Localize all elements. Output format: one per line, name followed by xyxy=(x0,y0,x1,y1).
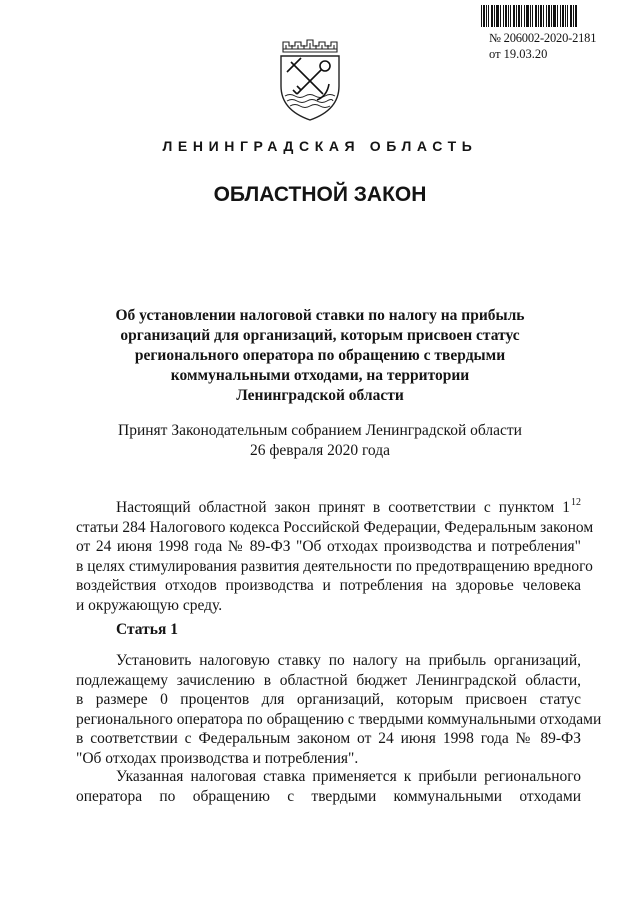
adoption-date: 26 февраля 2020 года xyxy=(249,442,391,459)
adoption-statement xyxy=(60,421,580,461)
article-paragraph xyxy=(76,651,602,769)
article-line: подлежащему зачислению в областной бюджет Ленинградской области, xyxy=(76,671,581,689)
article-line: Указанная налоговая ставка применяется к прибыли регионального xyxy=(116,768,581,785)
barcode xyxy=(480,5,578,27)
region-name: ЛЕНИНГРАДСКАЯ ОБЛАСТЬ xyxy=(162,138,478,154)
registration-date: от 19.03.20 xyxy=(489,47,548,61)
law-title-line: Ленинградской области xyxy=(236,387,404,404)
article-line: в размере 0 процентов для организаций, которым присвоен статус xyxy=(76,691,581,709)
article-line: оператора по обращению с твердыми коммунальными отходами xyxy=(76,787,581,805)
coat-of-arms-emblem xyxy=(277,38,343,122)
article-line: регионального оператора по обращению с твердыми коммунальными отходами xyxy=(76,710,602,728)
article-line: в соответствии с Федеральным законом от 24 июня 1998 года № 89-ФЗ xyxy=(76,730,581,748)
article-heading: Статья 1 xyxy=(116,621,178,638)
article-paragraph xyxy=(76,767,581,806)
footnote-superscript: 12 xyxy=(571,497,581,508)
registration-number: № 206002-2020-2181 xyxy=(489,31,597,45)
article-line: "Об отходах производства и потребления". xyxy=(76,749,359,767)
law-title xyxy=(60,306,580,406)
preamble-line: от 24 июня 1998 года № 89-ФЗ "Об отходах производства и потребления" xyxy=(76,538,581,556)
preamble-paragraph xyxy=(76,493,594,616)
article-line: Установить налоговую ставку по налогу на прибыль организаций, xyxy=(116,652,581,669)
preamble-line: воздействия отходов производства и потребления на здоровье человека xyxy=(76,577,581,595)
preamble-line: статьи 284 Налогового кодекса Российской Федерации, Федеральным законом xyxy=(76,518,594,536)
law-title-line: Об установлении налоговой ставки по налогу на прибыль xyxy=(115,307,525,324)
law-title-line: организаций для организаций, которым присвоен статус xyxy=(120,327,520,344)
preamble-line: в целях стимулирования развития деятельности по предотвращению вредного xyxy=(76,557,593,575)
preamble-line: и окружающую среду. xyxy=(76,596,223,614)
document-type-heading: ОБЛАСТНОЙ ЗАКОН xyxy=(213,183,427,206)
preamble-line: Настоящий областной закон принят в соответствии с пунктом $1^{12}$ xyxy=(116,497,581,516)
law-title-line: коммунальными отходами, на территории xyxy=(170,367,470,384)
law-title-line: регионального оператора по обращению с твердыми xyxy=(134,347,506,364)
adoption-line: Принят Законодательным собранием Ленинградской области xyxy=(118,422,522,439)
